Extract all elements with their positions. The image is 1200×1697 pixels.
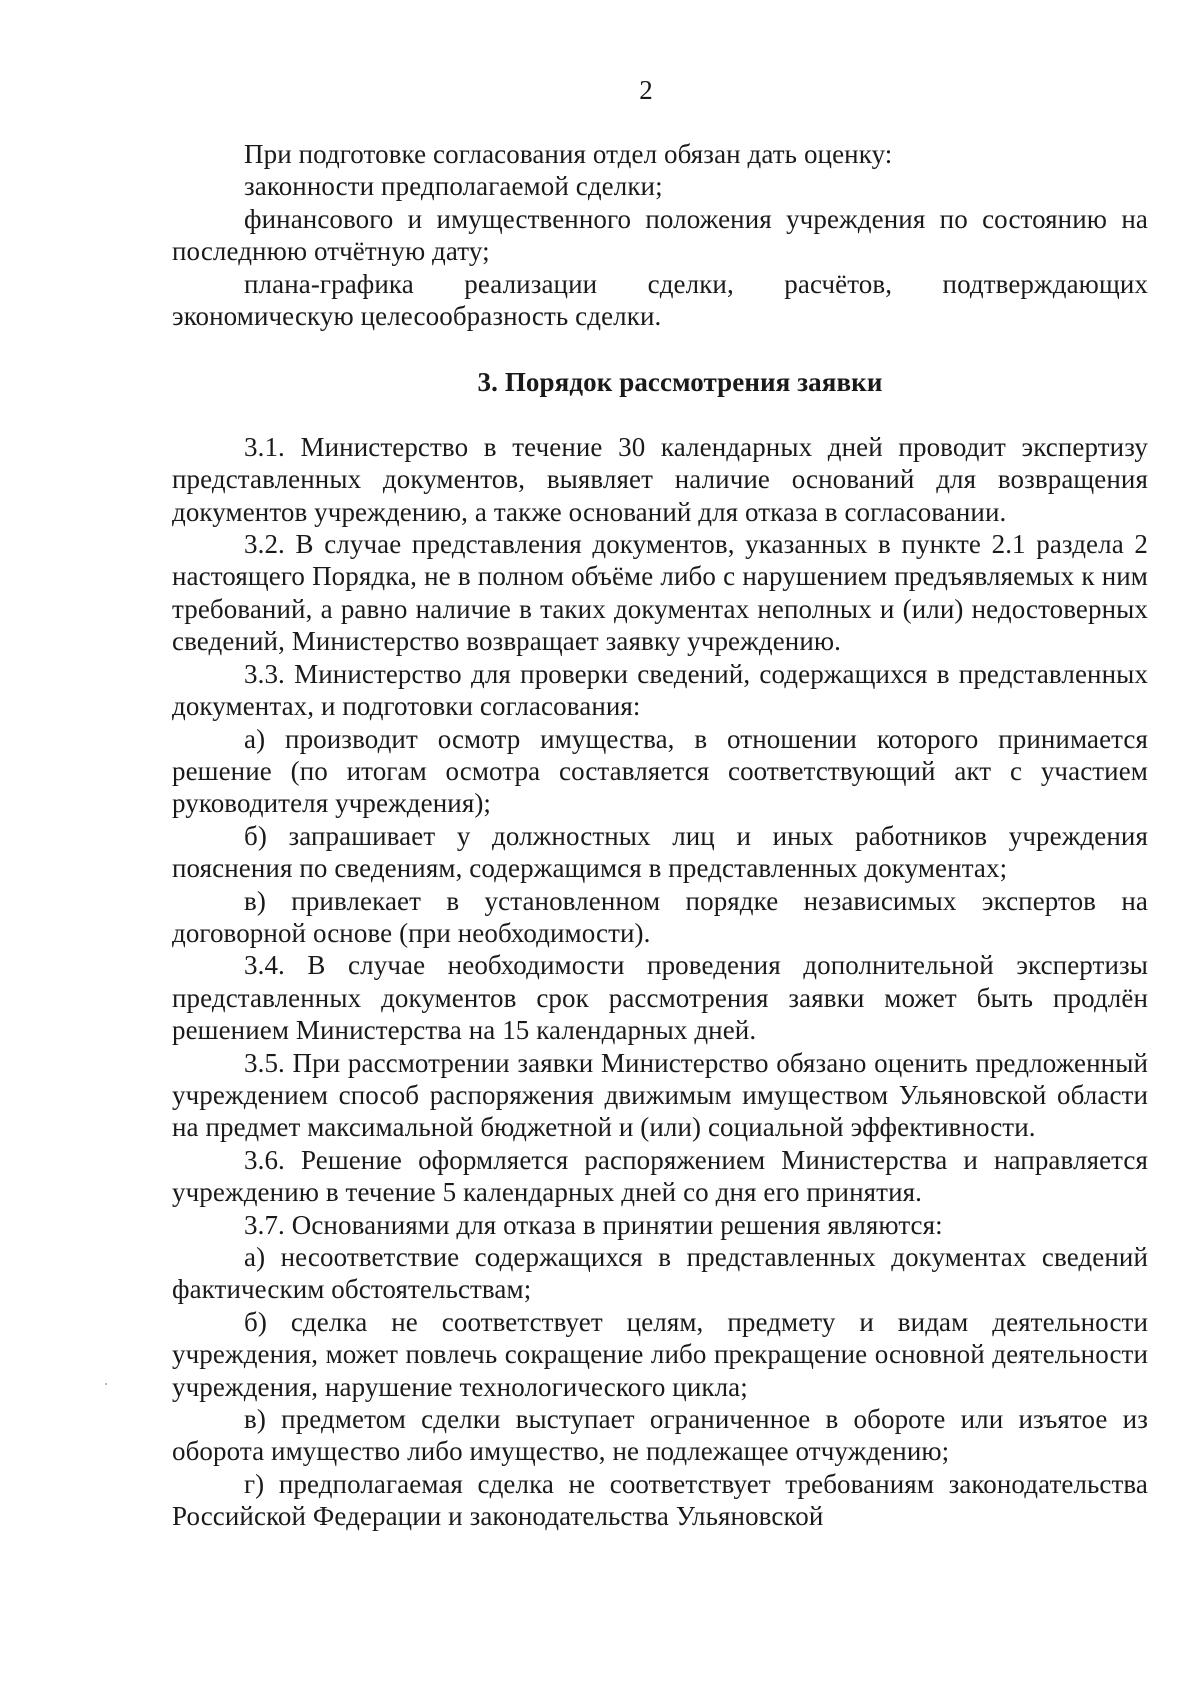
clause-3-2: 3.2. В случае представления документов, указанных в пункте 2.1 раздела 2 настоящего Порядка, не в полном объёме либо с нарушением предъявляемых к ним требований, а равно наличие в таких документах неполных и (или) недостоверных сведений, Министерство возвращает заявку учреждению. [172, 529, 1148, 657]
clause-3-7-a: а) несоответствие содержащихся в представленных документах сведений фактическим обстоятельствам; [172, 1242, 1148, 1305]
intro-item-schedule: плана-графика реализации сделки, расчётов, подтверждающих экономическую целесообразность сделки. [172, 268, 1148, 332]
scan-speck [105, 1383, 107, 1385]
section-heading: 3. Порядок рассмотрения заявки [477, 367, 883, 398]
clause-3-7: 3.7. Основаниями для отказа в принятии решения являются: [244, 1209, 943, 1240]
clause-3-3-a: а) производит осмотр имущества, в отношении которого принимается решение (по итогам осмотра составляется соответствующий акт с участием руководителя учреждения); [172, 723, 1148, 819]
document-body [172, 138, 1148, 1533]
clause-3-3-v: в) привлекает в установленном порядке независимых экспертов на договорной основе (при необходимости). [172, 885, 1148, 948]
clause-3-3: 3.3. Министерство для проверки сведений, содержащихся в представленных документах, и подготовки согласования: [172, 658, 1148, 722]
clause-3-1: 3.1. Министерство в течение 30 календарных дней проводит экспертизу представленных документов, выявляет наличие оснований для возвращения документов учреждению, а также оснований для отказа в согласовании. [172, 431, 1148, 527]
clause-3-5: 3.5. При рассмотрении заявки Министерство обязано оценить предложенный учреждением способ распоряжения движимым имуществом Ульяновской области на предмет максимальной бюджетной и (или) социальной эффективности. [172, 1047, 1148, 1143]
clause-3-7-v: в) предметом сделки выступает ограниченное в обороте или изъятое из оборота имущество либо имущество, не подлежащее отчуждению; [172, 1404, 1148, 1467]
clause-3-7-g: г) предполагаемая сделка не соответствует требованиям законодательства Российской Федерации и законодательства Ульяновской [172, 1468, 1148, 1532]
clause-3-7-b: б) сделка не соответствует целям, предмету и видам деятельности учреждения, может повлечь сокращение либо прекращение основной деятельности учреждения, нарушение технологического цикла; [172, 1306, 1148, 1402]
intro-paragraph: При подготовке согласования отдел обязан дать оценку: [244, 139, 893, 169]
page-number: 2 [639, 75, 653, 105]
clause-3-4: 3.4. В случае необходимости проведения дополнительной экспертизы представленных документов срок рассмотрения заявки может быть продлён решением Министерства на 15 календарных дней. [172, 950, 1148, 1046]
intro-item-legality: законности предполагаемой сделки; [244, 171, 663, 202]
intro-item-financial-position: финансового и имущественного положения учреждения по состоянию на последнюю отчётную дату; [172, 203, 1148, 267]
clause-3-3-b: б) запрашивает у должностных лиц и иных работников учреждения пояснения по сведениям, содержащимся в представленных документах; [172, 820, 1148, 884]
clause-3-6: 3.6. Решение оформляется распоряжением Министерства и направляется учреждению в течение 5 календарных дней со дня его принятия. [172, 1144, 1148, 1208]
